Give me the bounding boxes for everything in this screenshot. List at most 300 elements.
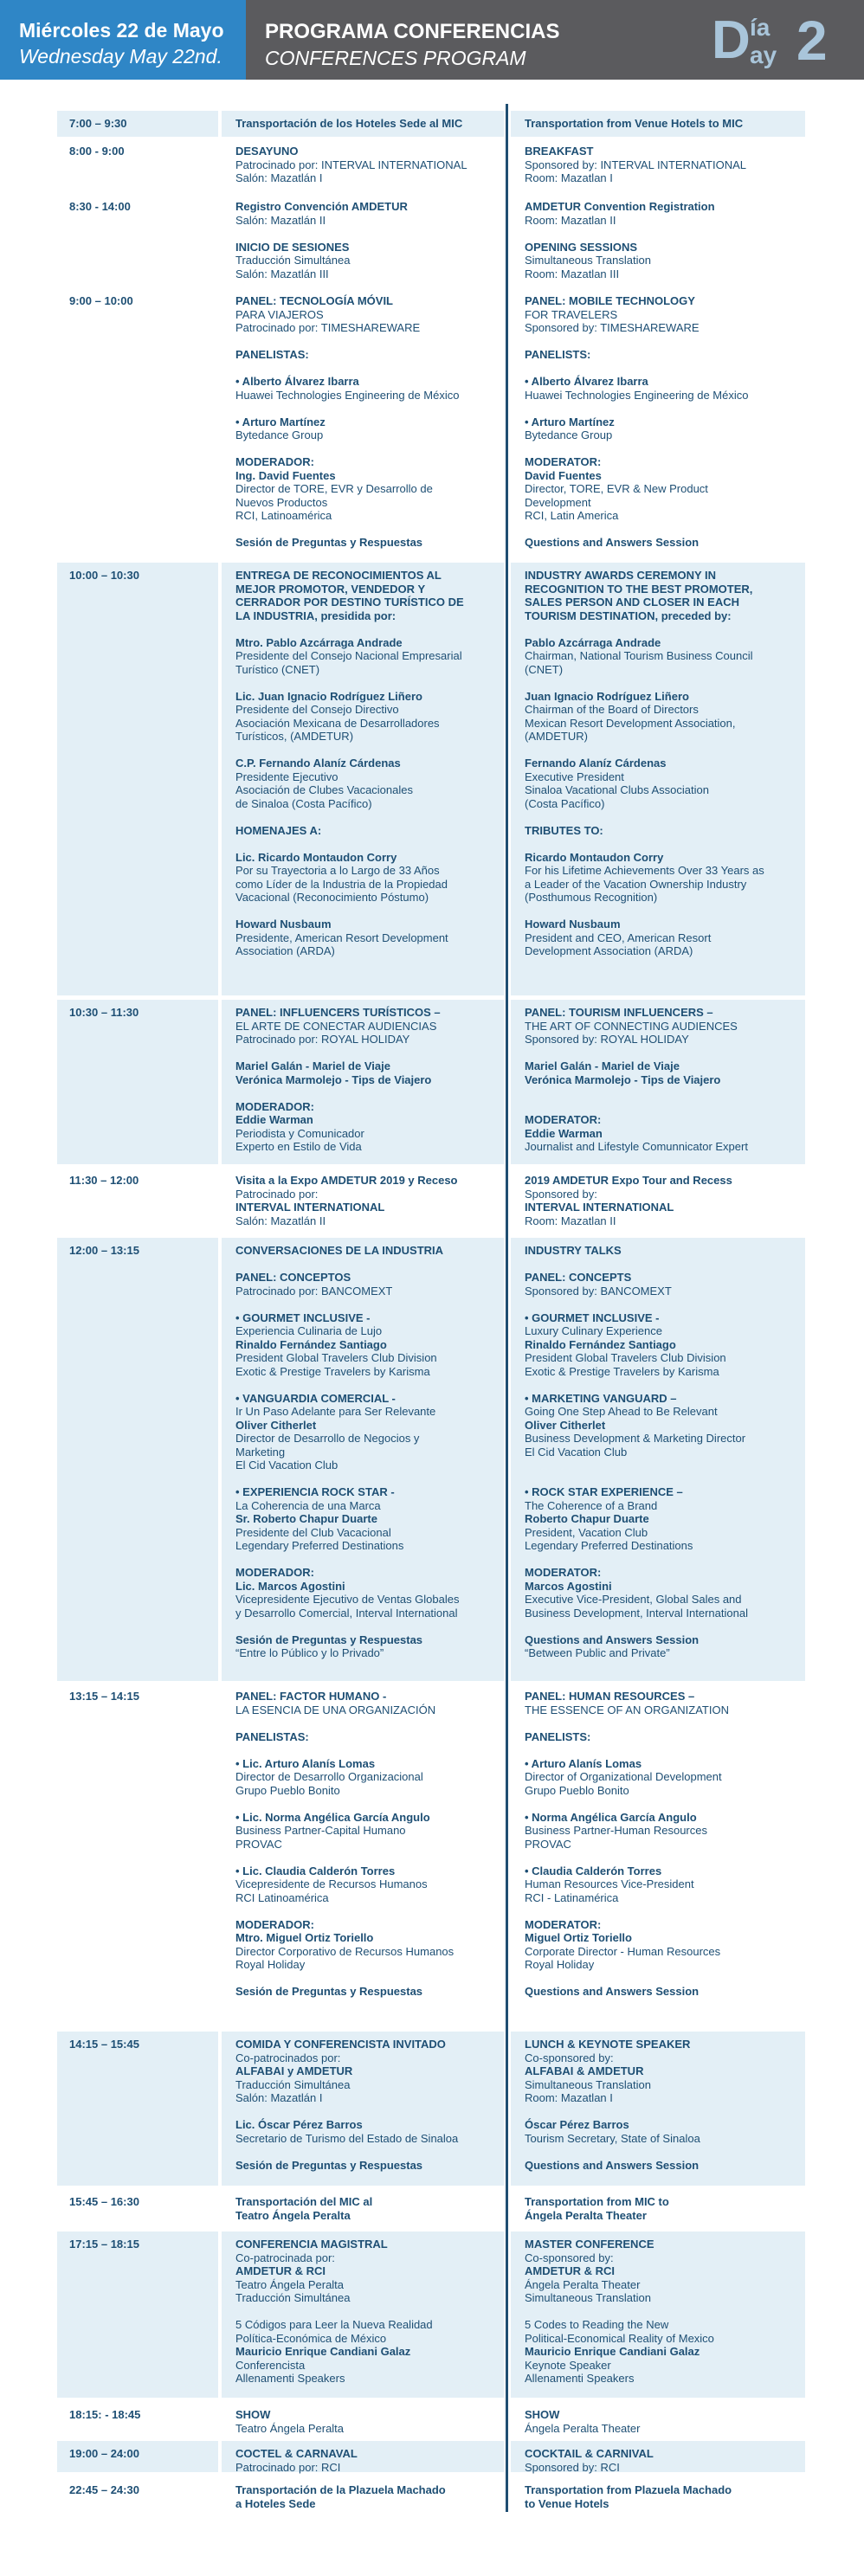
text-line: President, Vacation Club xyxy=(525,1525,648,1539)
text-line xyxy=(525,1378,748,1392)
text-line: Salón: Mazatlán I xyxy=(235,2091,323,2104)
text-line: THE ART OF CONNECTING AUDIENCES xyxy=(525,1019,738,1033)
text-line: Salón: Mazatlán III xyxy=(235,267,329,280)
time-slot: 11:30 – 12:00 xyxy=(69,1174,139,1187)
text-line: Marketing xyxy=(235,1445,286,1459)
text-line: Questions and Answers Session xyxy=(525,536,700,549)
text-line: TRIBUTES TO: xyxy=(525,823,603,837)
day-badge-ay: ay xyxy=(750,42,777,68)
text-line: Lic. Marcos Agostini xyxy=(235,1579,345,1593)
text-line: PANEL: CONCEPTOS xyxy=(235,1271,351,1284)
text-line: Chairman of the Board of Directors xyxy=(525,703,699,716)
text-line: MODERADOR: xyxy=(235,1917,314,1931)
text-line: MODERATOR: xyxy=(525,1113,602,1126)
text-line: Legendary Preferred Destinations xyxy=(525,1539,693,1552)
text-line xyxy=(525,744,764,757)
time-slot: 10:00 – 10:30 xyxy=(69,569,139,582)
text-line: Lic. Óscar Pérez Barros xyxy=(235,2118,363,2131)
program-title xyxy=(265,19,559,71)
session-spanish xyxy=(235,1006,441,1154)
text-line: Mariel Galán - Mariel de Viaje xyxy=(525,1059,680,1072)
text-line: Ángela Peralta Theater xyxy=(525,2277,641,2291)
text-line: INDUSTRY TALKS xyxy=(525,1244,622,1257)
text-line: Pablo Azcárraga Andrade xyxy=(525,635,661,649)
text-line xyxy=(235,676,464,690)
text-line: Questions and Answers Session xyxy=(525,1633,700,1646)
text-line: • Lic. Arturo Alanís Lomas xyxy=(235,1756,376,1770)
schedule-row xyxy=(0,2402,864,2437)
text-line: Verónica Marmolejo - Tips de Viajero xyxy=(525,1072,721,1086)
text-line: Questions and Answers Session xyxy=(525,2158,700,2172)
text-line: Room: Mazatlan III xyxy=(525,267,620,280)
text-line: Ing. David Fuentes xyxy=(235,468,336,482)
text-line: Co-sponsored by: xyxy=(525,2051,614,2064)
time-slot: 8:30 - 14:00 xyxy=(69,200,131,213)
text-line: Allenamenti Speakers xyxy=(525,2372,635,2385)
text-line: Howard Nusbaum xyxy=(235,918,332,931)
text-line: Legendary Preferred Destinations xyxy=(235,1539,404,1552)
text-line xyxy=(235,442,459,456)
time-slot: 14:15 – 15:45 xyxy=(69,2038,139,2051)
text-line: • Norma Angélica García Angulo xyxy=(525,1810,697,1824)
text-line: PANELISTAS: xyxy=(235,1729,309,1743)
text-line: LUNCH & KEYNOTE SPEAKER xyxy=(525,2038,691,2051)
text-line: Sponsored by: BANCOMEXT xyxy=(525,1284,672,1298)
schedule-row xyxy=(0,288,864,558)
text-line: PANELISTAS: xyxy=(235,348,309,361)
text-line: President Global Travelers Club Division xyxy=(525,1351,726,1364)
text-line: ALFABAI & AMDETUR xyxy=(525,2064,644,2077)
text-line: • Claudia Calderón Torres xyxy=(525,1864,662,1877)
date-block xyxy=(0,0,246,80)
text-line: Sponsored by: INTERVAL INTERNATIONAL xyxy=(525,158,746,171)
text-line xyxy=(235,1472,459,1486)
text-line: The Coherence of a Brand xyxy=(525,1498,658,1512)
text-line: Royal Holiday xyxy=(235,1958,306,1971)
text-line: Business Partner-Capital Humano xyxy=(235,1824,406,1837)
text-line xyxy=(235,1851,454,1864)
text-line: El Cid Vacation Club xyxy=(525,1445,628,1459)
text-line: Transportación de la Plazuela Machado xyxy=(235,2483,446,2496)
text-line: Director de Desarrollo Organizacional xyxy=(235,1770,423,1783)
text-line: Development Association (ARDA) xyxy=(525,944,693,957)
time-slot: 13:15 – 14:15 xyxy=(69,1690,139,1703)
day-badge-letter: D xyxy=(712,10,751,70)
text-line: Teatro Ángela Peralta xyxy=(235,2208,351,2222)
text-line: AMDETUR & RCI xyxy=(235,2264,326,2277)
text-line: COCTEL & CARNAVAL xyxy=(235,2447,358,2460)
text-line: Mtro. Pablo Azcárraga Andrade xyxy=(235,635,403,649)
text-line: Howard Nusbaum xyxy=(525,918,621,931)
text-line: RECOGNITION TO THE BEST PROMOTER, xyxy=(525,582,753,596)
text-line xyxy=(235,1743,454,1757)
date-spanish: Miércoles 22 de Mayo xyxy=(19,19,224,42)
session-spanish xyxy=(235,2408,344,2435)
text-line: Registro Convención AMDETUR xyxy=(235,200,408,213)
text-line xyxy=(235,1258,459,1272)
text-line: Exotic & Prestige Travelers by Karisma xyxy=(235,1364,430,1378)
text-line xyxy=(525,1743,729,1757)
schedule-row xyxy=(0,2032,864,2186)
text-line xyxy=(525,2145,700,2159)
text-line xyxy=(525,442,748,456)
text-line: Allenamenti Speakers xyxy=(235,2372,345,2385)
text-line: BREAKFAST xyxy=(525,145,594,158)
text-line: PANEL: CONCEPTS xyxy=(525,1271,632,1284)
text-line: Traducción Simultánea xyxy=(235,2291,351,2304)
text-line: Sponsored by: ROYAL HOLIDAY xyxy=(525,1033,689,1046)
text-line: Presidente del Club Vacacional xyxy=(235,1525,391,1539)
text-line: Miguel Ortiz Toriello xyxy=(525,1931,632,1944)
text-line: Bytedance Group xyxy=(235,428,324,441)
text-line: ENTREGA DE RECONOCIMIENTOS AL xyxy=(235,569,442,582)
text-line: RCI Latinoamérica xyxy=(235,1890,329,1904)
text-line: (AMDETUR) xyxy=(525,730,588,743)
text-line: “Entre lo Público y lo Privado” xyxy=(235,1646,384,1659)
row-band xyxy=(57,1238,218,1681)
session-english xyxy=(525,1690,729,1999)
session-spanish xyxy=(235,2038,458,2172)
text-line xyxy=(525,402,748,415)
session-spanish xyxy=(235,569,464,958)
text-line: Room: Mazatlan II xyxy=(525,213,616,227)
schedule-row xyxy=(0,2189,864,2227)
schedule-row xyxy=(0,138,864,190)
text-line xyxy=(525,622,764,636)
text-line xyxy=(235,362,459,376)
day-badge-ia: ía xyxy=(750,14,771,41)
date-english: Wednesday May 22nd. xyxy=(19,45,222,68)
text-line: Traducción Simultánea xyxy=(235,254,351,267)
text-line: CONFERENCIA MAGISTRAL xyxy=(235,2238,388,2251)
text-line: DESAYUNO xyxy=(235,145,299,158)
text-line: Room: Mazatlan II xyxy=(525,1214,616,1227)
text-line: PANEL: FACTOR HUMANO - xyxy=(235,1690,387,1703)
session-spanish xyxy=(235,1244,459,1660)
text-line: PANEL: MOBILE TECHNOLOGY xyxy=(525,294,695,307)
day-badge-number: 2 xyxy=(796,10,828,72)
text-line: La Coherencia de una Marca xyxy=(235,1498,381,1512)
text-line xyxy=(235,1086,441,1100)
row-band xyxy=(57,1000,218,1164)
text-line: RCI - Latinamérica xyxy=(525,1890,619,1904)
text-line: AMDETUR & RCI xyxy=(525,2264,615,2277)
session-english xyxy=(525,2483,732,2510)
session-english xyxy=(525,1006,748,1154)
text-line: 5 Codes to Reading the New xyxy=(525,2318,669,2331)
text-line: Vacacional (Reconocimiento Póstumo) xyxy=(235,891,429,904)
text-line: Salón: Mazatlán II xyxy=(235,1214,326,1227)
text-line: Going One Step Ahead to Be Relevant xyxy=(525,1405,718,1418)
schedule-row xyxy=(0,2231,864,2398)
text-line xyxy=(525,1797,729,1811)
session-spanish xyxy=(235,117,462,131)
text-line: Director de Desarrollo de Negocios y xyxy=(235,1432,420,1445)
text-line: Room: Mazatlan I xyxy=(525,2091,613,2104)
schedule-row xyxy=(0,194,864,285)
text-line: Fernando Alaníz Cárdenas xyxy=(525,757,667,770)
text-line: Questions and Answers Session xyxy=(525,1985,700,1998)
text-line xyxy=(235,523,459,537)
text-line: Visita a la Expo AMDETUR 2019 y Receso xyxy=(235,1174,458,1187)
text-line: LA INDUSTRIA, presidida por: xyxy=(235,609,397,622)
text-line: PANELISTS: xyxy=(525,1729,591,1743)
text-line: INDUSTRY AWARDS CEREMONY IN xyxy=(525,569,717,582)
text-line: Mauricio Enrique Candiani Galaz xyxy=(525,2345,700,2358)
text-line xyxy=(525,1851,729,1864)
time-slot: 9:00 – 10:00 xyxy=(69,294,133,307)
text-line: RCI, Latin America xyxy=(525,509,619,522)
text-line: PANEL: TOURISM INFLUENCERS – xyxy=(525,1006,713,1019)
text-line xyxy=(525,1472,748,1486)
text-line: Teatro Ángela Peralta xyxy=(235,2277,345,2291)
text-line xyxy=(235,744,464,757)
text-line: Roberto Chapur Duarte xyxy=(525,1512,649,1525)
text-line: C.P. Fernando Alaníz Cárdenas xyxy=(235,757,401,770)
text-line: a Hoteles Sede xyxy=(235,2496,316,2510)
text-line: El Cid Vacation Club xyxy=(235,1459,339,1472)
session-spanish xyxy=(235,200,408,280)
text-line: Patrocinado por: ROYAL HOLIDAY xyxy=(235,1033,410,1046)
text-line: Verónica Marmolejo - Tips de Viajero xyxy=(235,1072,432,1086)
text-line: Co-sponsored by: xyxy=(525,2251,614,2264)
text-line: Ir Un Paso Adelante para Ser Relevante xyxy=(235,1405,436,1418)
text-line: Rinaldo Fernández Santiago xyxy=(235,1337,387,1351)
text-line xyxy=(235,1620,459,1633)
text-line xyxy=(235,1553,459,1567)
schedule-row xyxy=(0,1168,864,1233)
time-slot: 7:00 – 9:30 xyxy=(69,117,127,130)
text-line: Executive President xyxy=(525,770,624,783)
text-line: • GOURMET INCLUSIVE - xyxy=(525,1311,660,1324)
text-line: LA ESENCIA DE UNA ORGANIZACIÓN xyxy=(235,1703,436,1716)
text-line: Secretario de Turismo del Estado de Sinaloa xyxy=(235,2131,459,2145)
text-line: Oliver Citherlet xyxy=(235,1418,317,1432)
text-line: Turísticos, (AMDETUR) xyxy=(235,730,354,743)
text-line: Asociación de Clubes Vacacionales xyxy=(235,783,413,796)
text-line: Development xyxy=(525,495,591,509)
text-line: Mtro. Miguel Ortiz Toriello xyxy=(235,1931,374,1944)
session-english xyxy=(525,2447,654,2474)
text-line: • Lic. Claudia Calderón Torres xyxy=(235,1864,396,1877)
text-line: MODERATOR: xyxy=(525,1917,602,1931)
text-line: Lic. Ricardo Montaudon Corry xyxy=(235,850,397,864)
text-line: • Alberto Álvarez Ibarra xyxy=(525,375,648,388)
text-line xyxy=(525,1086,748,1100)
text-line: President and CEO, American Resort xyxy=(525,931,712,944)
text-line xyxy=(525,523,748,537)
text-line: Tourism Secretary, State of Sinaloa xyxy=(525,2131,700,2145)
schedule-row xyxy=(0,1684,864,2028)
program-title-english: CONFERENCES PROGRAM xyxy=(265,47,526,69)
text-line xyxy=(525,1459,748,1472)
text-line: Co-patrocinada por: xyxy=(235,2251,335,2264)
row-band xyxy=(57,2231,218,2398)
text-line: MODERADOR: xyxy=(235,455,314,468)
text-line: Simultaneous Translation xyxy=(525,2077,651,2091)
text-line: 2019 AMDETUR Expo Tour and Recess xyxy=(525,1174,732,1187)
text-line: For his Lifetime Achievements Over 33 Years as xyxy=(525,864,764,877)
text-line: Lic. Juan Ignacio Rodríguez Liñero xyxy=(235,689,422,703)
text-line: David Fuentes xyxy=(525,468,602,482)
session-english xyxy=(525,2195,669,2222)
text-line: Transportation from Plazuela Machado xyxy=(525,2483,732,2496)
text-line: FOR TRAVELERS xyxy=(525,307,618,321)
text-line: Ángela Peralta Theater xyxy=(525,2421,641,2435)
text-line: Sesión de Preguntas y Respuestas xyxy=(235,1985,423,1998)
text-line: Sesión de Preguntas y Respuestas xyxy=(235,536,423,549)
text-line xyxy=(235,1716,454,1730)
text-line: SHOW xyxy=(235,2408,271,2421)
text-line: de Sinaloa (Costa Pacífico) xyxy=(235,796,372,810)
text-line: MODERADOR: xyxy=(235,1566,314,1579)
row-band xyxy=(57,563,218,995)
text-line: Huawei Technologies Engineering de México xyxy=(235,388,460,402)
session-english xyxy=(525,294,748,550)
text-line: Óscar Pérez Barros xyxy=(525,2118,629,2131)
text-line: 5 Códigos para Leer la Nueva Realidad xyxy=(235,2318,433,2331)
text-line: • VANGUARDIA COMERCIAL - xyxy=(235,1391,396,1405)
program-title-spanish: PROGRAMA CONFERENCIAS xyxy=(265,20,560,43)
text-line: Business Partner-Human Resources xyxy=(525,1824,707,1837)
text-line xyxy=(525,810,764,824)
text-line: Transportation from MIC to xyxy=(525,2195,669,2208)
text-line: Ricardo Montaudon Corry xyxy=(525,850,664,864)
text-line: y Desarrollo Comercial, Interval International xyxy=(235,1606,458,1620)
text-line: Sesión de Preguntas y Respuestas xyxy=(235,1633,423,1646)
schedule-row xyxy=(0,1238,864,1681)
text-line: PARA VIAJEROS xyxy=(235,307,324,321)
text-line: Simultaneous Translation xyxy=(525,254,651,267)
text-line: Experiencia Culinaria de Lujo xyxy=(235,1324,383,1337)
text-line: PROVAC xyxy=(525,1837,571,1851)
text-line: Sinaloa Vacational Clubs Association xyxy=(525,783,709,796)
text-line: PROVAC xyxy=(235,1837,282,1851)
session-spanish xyxy=(235,2195,372,2222)
text-line xyxy=(525,1258,748,1272)
session-english xyxy=(525,569,764,958)
text-line xyxy=(525,1298,748,1311)
text-line: Eddie Warman xyxy=(235,1113,313,1126)
text-line: Political-Economical Reality of Mexico xyxy=(525,2331,714,2345)
schedule-row xyxy=(0,563,864,995)
text-line xyxy=(525,1972,729,1986)
schedule-row xyxy=(0,2477,864,2510)
text-line xyxy=(525,905,764,918)
text-line xyxy=(235,335,459,349)
schedule-row xyxy=(0,1000,864,1164)
text-line: Presidente Ejecutivo xyxy=(235,770,339,783)
text-line xyxy=(235,1298,459,1311)
text-line: PANEL: TECNOLOGÍA MÓVIL xyxy=(235,294,393,307)
session-english xyxy=(525,2408,640,2435)
text-line xyxy=(525,1046,748,1060)
time-slot: 22:45 – 24:30 xyxy=(69,2483,139,2496)
text-line: Juan Ignacio Rodríguez Liñero xyxy=(525,689,689,703)
time-slot: 18:15: - 18:45 xyxy=(69,2408,141,2421)
text-line: Teatro Ángela Peralta xyxy=(235,2421,345,2435)
time-slot: 8:00 - 9:00 xyxy=(69,145,125,158)
session-spanish xyxy=(235,2238,433,2386)
text-line: MODERADOR: xyxy=(235,1099,314,1113)
session-english xyxy=(525,200,715,280)
text-line: Executive Vice-President, Global Sales and xyxy=(525,1593,742,1606)
text-line: a Leader of the Vacation Ownership Industry xyxy=(525,877,747,891)
text-line: Vicepresidente de Recursos Humanos xyxy=(235,1877,428,1890)
text-line xyxy=(235,2305,433,2319)
text-line: TOURISM DESTINATION, preceded by: xyxy=(525,609,732,622)
session-english xyxy=(525,1174,732,1227)
text-line: “Between Public and Private” xyxy=(525,1646,670,1659)
session-spanish xyxy=(235,1174,458,1227)
text-line: Turístico (CNET) xyxy=(235,662,320,676)
text-line: • Alberto Álvarez Ibarra xyxy=(235,375,359,388)
text-line: SHOW xyxy=(525,2408,560,2421)
text-line: Corporate Director - Human Resources xyxy=(525,1944,721,1958)
text-line: Huawei Technologies Engineering de México xyxy=(525,388,749,402)
text-line: PANELISTS: xyxy=(525,348,591,361)
text-line xyxy=(235,2105,458,2119)
text-line: President Global Travelers Club Division xyxy=(235,1351,437,1364)
text-line: Nuevos Productos xyxy=(235,495,328,509)
time-slot: 17:15 – 18:15 xyxy=(69,2238,139,2251)
text-line xyxy=(235,622,464,636)
text-line: HOMENAJES A: xyxy=(235,823,322,837)
text-line: • ROCK STAR EXPERIENCE – xyxy=(525,1485,683,1498)
text-line: INICIO DE SESIONES xyxy=(235,240,350,254)
text-line xyxy=(525,2305,714,2319)
text-line: EL ARTE DE CONECTAR AUDIENCIAS xyxy=(235,1019,437,1033)
text-line: Traducción Simultánea xyxy=(235,2077,351,2091)
text-line: Patrocinado por: BANCOMEXT xyxy=(235,1284,393,1298)
text-line: Política-Económica de México xyxy=(235,2331,387,2345)
schedule-row xyxy=(0,111,864,137)
text-line: MASTER CONFERENCE xyxy=(525,2238,654,2251)
text-line: Bytedance Group xyxy=(525,428,613,441)
text-line xyxy=(235,1972,454,1986)
text-line: COMIDA Y CONFERENCISTA INVITADO xyxy=(235,2038,446,2051)
text-line: • Arturo Martínez xyxy=(235,415,326,428)
text-line: Presidente del Consejo Nacional Empresarial xyxy=(235,649,462,662)
text-line: Patrocinado por: RCI xyxy=(235,2460,341,2474)
session-english xyxy=(525,145,746,185)
session-english xyxy=(525,117,743,131)
text-line: • Arturo Alanís Lomas xyxy=(525,1756,642,1770)
text-line: Room: Mazatlan I xyxy=(525,171,613,184)
text-line: Periodista y Comunicador xyxy=(235,1126,364,1140)
text-line: Ángela Peralta Theater xyxy=(525,2208,647,2222)
text-line: INTERVAL INTERNATIONAL xyxy=(235,1201,385,1214)
text-line xyxy=(525,2105,700,2119)
text-line: (CNET) xyxy=(525,662,564,676)
time-slot: 12:00 – 13:15 xyxy=(69,1244,139,1257)
text-line: PANEL: HUMAN RESOURCES – xyxy=(525,1690,695,1703)
text-line: Director of Organizational Development xyxy=(525,1770,722,1783)
session-spanish xyxy=(235,145,467,185)
text-line xyxy=(525,1553,748,1567)
text-line: MODERATOR: xyxy=(525,1566,602,1579)
text-line xyxy=(525,1904,729,1918)
text-line xyxy=(235,810,464,824)
text-line: Oliver Citherlet xyxy=(525,1418,606,1432)
session-spanish xyxy=(235,294,459,550)
text-line: Vicepresidente Ejecutivo de Ventas Globales xyxy=(235,1593,460,1606)
text-line: Journalist and Lifestyle Comunnicator Expert xyxy=(525,1140,748,1153)
text-line: Exotic & Prestige Travelers by Karisma xyxy=(525,1364,719,1378)
text-line: CERRADOR POR DESTINO TURÍSTICO DE xyxy=(235,596,464,609)
time-slot: 15:45 – 16:30 xyxy=(69,2195,139,2208)
text-line: Patrocinado por: xyxy=(235,1187,319,1201)
